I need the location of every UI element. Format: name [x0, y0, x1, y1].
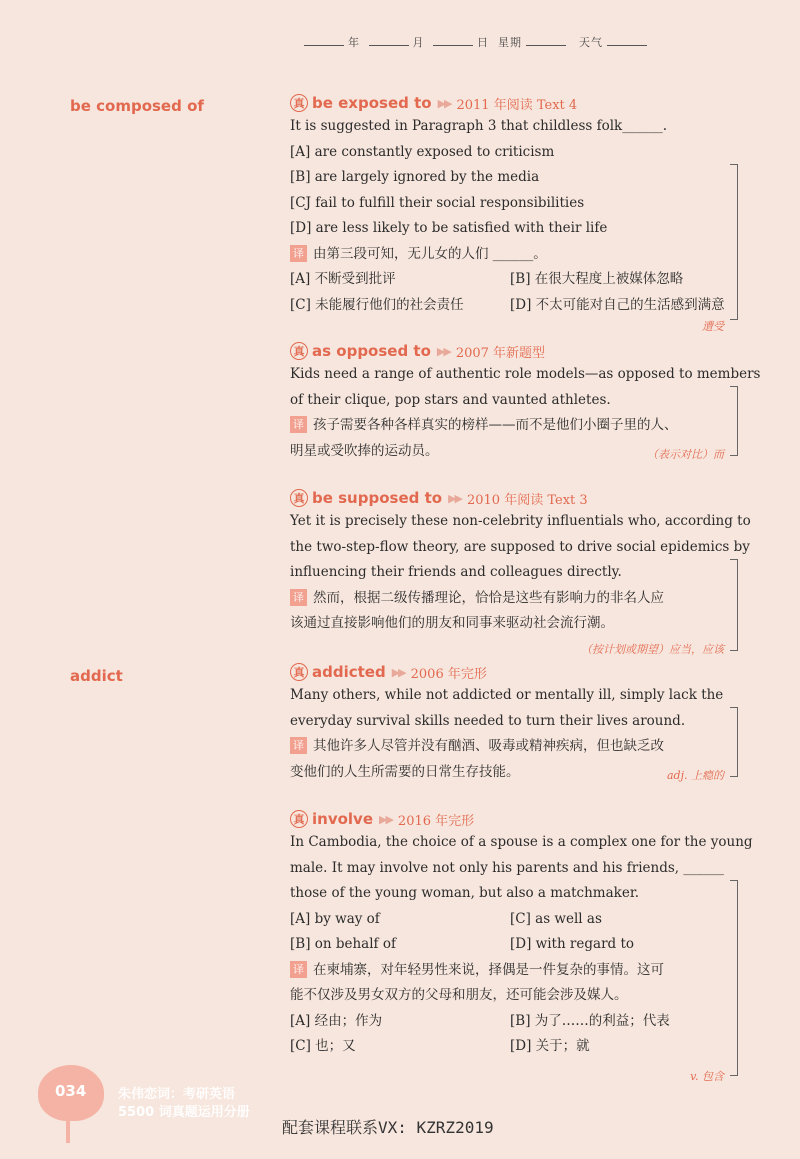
zhen-icon: 真: [290, 663, 308, 681]
arrow-icon: ▶▶: [436, 344, 450, 358]
sentence-line: Yet it is precisely these non-celebrity influentials who, according to: [290, 513, 751, 529]
sentence-line: the two-step-flow theory, are supposed to drive social epidemics by: [290, 538, 750, 555]
question-stem: It is suggested in Paragraph 3 that childless folk______.: [290, 118, 668, 134]
entry-note: 遭受: [702, 320, 724, 333]
weather-label: 天气: [579, 36, 603, 49]
page-number: 034: [55, 1082, 87, 1100]
sentence-line: male. It may involve not only his parents and his friends, ______: [290, 859, 724, 876]
option-d: [D] with regard to: [510, 936, 635, 952]
cn-option-a: [A] 经由；作为: [290, 1012, 383, 1029]
year-label: 年: [348, 36, 360, 49]
entry-term: as opposed to: [312, 342, 431, 360]
headword-addict: addict: [70, 667, 123, 685]
entry-source: 2016 年完形: [397, 813, 475, 829]
translation: 其他许多人尽管并没有酗酒、吸毒或精神疾病，但也缺乏改: [313, 738, 664, 754]
sentence-line: Many others, while not addicted or mentally ill, simply lack the: [290, 687, 724, 703]
entry-note: （按计划或期望）应当，应该: [581, 643, 724, 656]
sentence-line: everyday survival skills needed to turn their lives around.: [290, 712, 686, 729]
option-a: [A] by way of: [290, 910, 380, 927]
cn-option-a: [A] 不断受到批评: [290, 271, 396, 287]
entry-source: 2010 年阅读 Text 3: [466, 492, 588, 508]
day-label: 日: [477, 36, 489, 49]
translation: 明星或受吹捧的运动员。: [290, 442, 439, 459]
headword-be-composed-of: be composed of: [70, 97, 204, 115]
entry-note: （表示对比）而: [647, 448, 724, 461]
entry-involve: [290, 808, 753, 1083]
translation: 在柬埔寨，对年轻男性来说，择偶是一件复杂的事情。这可: [313, 961, 664, 978]
sentence-line: influencing their friends and colleagues directly.: [290, 564, 622, 580]
month-label: 月: [412, 36, 425, 49]
arrow-icon: ▶▶: [391, 665, 405, 679]
entry-as-opposed-to: [290, 340, 761, 464]
entry-be-supposed-to: [290, 487, 751, 656]
page-number-leaf: [38, 1065, 104, 1121]
yi-icon: 译: [290, 245, 307, 262]
cn-option-b: [B] 在很大程度上被媒体忽略: [510, 271, 684, 287]
book-title-line1: 朱伟恋词：考研英语: [118, 1087, 236, 1102]
option-c: [CJ fail to fulfill their social responsibilities: [290, 194, 585, 211]
cn-option-d: [D] 关于；就: [510, 1038, 590, 1054]
watermark: 配套课程联系VX: KZRZ2019: [282, 1118, 494, 1137]
bracket-line: [730, 707, 738, 777]
translation: 该通过直接影响他们的朋友和同事来驱动社会流行潮。: [290, 615, 614, 631]
zhen-icon: 真: [290, 94, 308, 112]
option-b: [B] on behalf of: [290, 936, 396, 952]
translation: 孩子需要各种各样真实的榜样——而不是他们小圈子里的人、: [313, 417, 678, 433]
entry-note: v. 包含: [690, 1070, 724, 1083]
translation: 然而，根据二级传播理论，恰恰是这些有影响力的非名人应: [313, 589, 664, 606]
sentence-line: In Cambodia, the choice of a spouse is a complex one for the young: [290, 834, 753, 850]
book-title: [118, 1086, 250, 1122]
entry-note: adj. 上瘾的: [666, 769, 724, 782]
sentence-line: of their clique, pop stars and vaunted athletes.: [290, 391, 611, 408]
zhen-icon: 真: [290, 342, 308, 360]
entry-addicted: [290, 661, 730, 785]
bracket-line: [730, 880, 738, 1076]
arrow-icon: ▶▶: [437, 96, 451, 110]
zhen-icon: 真: [290, 810, 308, 828]
translation: 能不仅涉及男女双方的父母和朋友，还可能会涉及媒人。: [290, 987, 628, 1003]
cn-option-b: [B] 为了……的利益；代表: [510, 1012, 670, 1029]
weekday-label: 星期: [498, 36, 522, 49]
cn-option-c: [C] 未能履行他们的社会责任: [290, 296, 464, 313]
option-c: [C] as well as: [510, 910, 602, 927]
date-header: [300, 34, 651, 50]
option-a: [A] are constantly exposed to criticism: [290, 143, 555, 160]
entry-source: 2011 年阅读 Text 4: [456, 97, 578, 113]
sentence-line: Kids need a range of authentic role models—as opposed to members: [290, 366, 761, 382]
entry-term: be supposed to: [312, 489, 443, 507]
bracket-line: [730, 386, 738, 456]
translation: 变他们的人生所需要的日常生存技能。: [290, 763, 520, 780]
translation: 由第三段可知，无儿女的人们 ______。: [313, 245, 547, 262]
entry-source: 2007 年新题型: [455, 345, 546, 361]
arrow-icon: ▶▶: [379, 812, 392, 826]
entry-term: be exposed to: [312, 94, 432, 112]
cn-option-d: [D] 不太可能对自己的生活感到满意: [510, 296, 725, 313]
yi-icon: 译: [290, 737, 307, 754]
yi-icon: 译: [290, 589, 307, 606]
yi-icon: 译: [290, 961, 307, 978]
entry-term: addicted: [312, 663, 386, 681]
book-title-line2: 5500 词真题运用分册: [118, 1105, 250, 1120]
entry-source: 2006 年完形: [410, 666, 487, 682]
option-b: [B] are largely ignored by the media: [290, 169, 540, 185]
arrow-icon: ▶▶: [448, 491, 461, 505]
entry-term: involve: [312, 810, 373, 828]
sentence-line: those of the young woman, but also a matchmaker.: [290, 885, 640, 901]
yi-icon: 译: [290, 416, 307, 433]
zhen-icon: 真: [290, 489, 308, 507]
cn-option-c: [C] 也；又: [290, 1038, 356, 1054]
bracket-line: [730, 164, 738, 320]
option-d: [D] are less likely to be satisfied with their life: [290, 220, 608, 236]
leaf-stem: [66, 1115, 70, 1143]
entry-be-exposed-to: [290, 92, 730, 333]
bracket-line: [730, 559, 738, 651]
